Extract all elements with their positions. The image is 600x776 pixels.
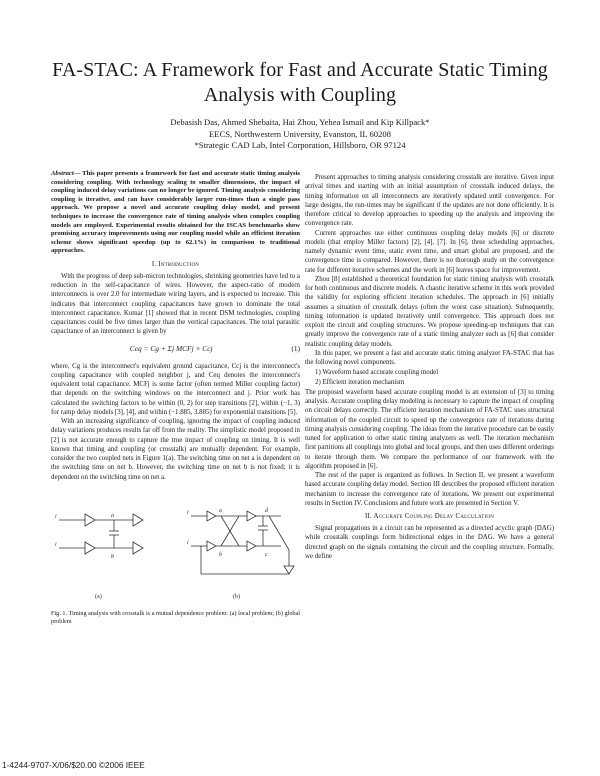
intro-paragraph-3: With an increasing significance of coupling, ignoring the impact of coupling induced delay variations produces results far off from the reality. The simplistic model proposed in [2] is not accurate enough to capture the true impact of coupling on timing. It is well known that timing and coupling (or crosstalk) are mutually dependent. For example, consider the two coupled nets in Figure 1(a). The switching time on net a is dependent on the switching time on net b. However, the switching time on net b is not fixed; it is dependent on the switching time on net a. — [51, 418, 300, 481]
svg-text:i: i — [187, 509, 189, 516]
section-heading-introduction: I. Introduction — [151, 260, 200, 268]
right-paragraph-6: The rest of the paper is organized as follows. In Section II, we present a waveform based accurate coupling delay model. Section III describes the proposed efficient iteration mechanism to increase the convergence rate of iterations. We present our experimental results in Section IV. Conclusions and future work are presented in Section V. — [305, 472, 554, 507]
svg-text:i: i — [55, 541, 57, 548]
svg-text:i: i — [187, 539, 189, 546]
copyright-footer: 1-4244-9707-X/06/$20.00 ©2006 IEEE — [2, 760, 145, 770]
right-paragraph-3: Zhou [8] established a theoretical foundation for static timing analysis with crosstalk for both continuous and discrete models. A chaotic iterative scheme in this work provided the validity for exploring efficient iteration schedules. The approach in [6] initially assumes a situation of crosstalk delays (often the worst case situation). Subsequently, timing information is updated iteratively until convergence. This approach does not exploit the circuit and coupling structures. We propose speeding-up techniques that can greatly improve the convergence rate of a static timing analyzer such as [6] that consider realistic coupling delay models. — [305, 275, 554, 348]
list-item: 1) Waveform based accurate coupling model — [315, 369, 439, 377]
right-paragraph-4: In this paper, we present a fast and accurate static timing analyzer FA-STAC that has the following novel components. — [305, 349, 554, 366]
paper-title: FA-STAC: A Framework for Fast and Accurate Static Timing Analysis with Coupling — [52, 59, 548, 106]
figure-1b-label: (b) — [233, 592, 241, 600]
figure-1 — [51, 490, 300, 608]
figure-1-diagram — [51, 490, 300, 608]
equation-number: (1) — [291, 344, 300, 354]
svg-text:a: a — [111, 512, 114, 519]
abstract-lead: Abstract— — [51, 170, 81, 177]
equation-1 — [51, 338, 300, 360]
svg-text:i: i — [55, 513, 57, 520]
right-paragraph-2: Current approaches use either continuous coupling delay models [6] or discrete models (that employ Miller factors) [2], [4], [7]. In [6], three scheduling approaches, namely dynamic event time, static event time, and smart global are proposed, and the convergence time is compared. However, there is no thorough study on the convergence rate for different iterative schemes and the work in [6] leaves space for improvement. — [305, 229, 554, 274]
component-list — [315, 368, 554, 387]
left-column — [51, 170, 300, 626]
abstract — [51, 170, 300, 256]
author-block — [60, 117, 540, 152]
intro-paragraph-2: where, Cg is the interconnect's equivalent ground capacitance, Ccj is the interconnect's coupling capacitance with coupled neighbor j, and Ceq denotes the interconnect's equivalent total capacitance. MCFj is some factor (often termed Miller coupling factor) that depends on the switching windows on the interconnect and j. Prior work has calculated the switching factors to be within (0, 2) for step transitions [2], within (−1, 3) for ramp delay models [3], [4], and within (−1.885, 3.885) for exponential transitions [5]. — [51, 362, 300, 416]
right-paragraph-1: Present approaches to timing analysis considering crosstalk are iterative. Given input arrival times and starting with an initial assumption of crosstalk induced delays, the timing information on all interconnects are iteratively updated until convergence. For large designs, the run-times may be significant if the updates are not done efficiently. It is therefore critical to develop approaches to speeding up the analysis and improving the convergence rate. — [305, 174, 554, 228]
right-paragraph-7: Signal propagations in a circuit can be represented as a directed acyclic graph (DAG) while crosstalk couplings form bidirectional edges in the DAG. We have a general directed graph on the signals containing the circuit and the coupling structure. Formally, we define — [305, 525, 554, 560]
list-item: 2) Efficient iteration mechanism — [315, 378, 405, 386]
figure-1a-label: (a) — [95, 592, 102, 600]
figure-1-caption: Fig. 1. Timing analysis with crosstalk is a mutual dependence problem: (a) local problem; (b) global problem — [51, 609, 300, 626]
equation-body: Ceq = Cg + Σj MCFj × Ccj — [129, 344, 213, 354]
svg-text:b: b — [219, 551, 222, 558]
svg-text:a: a — [219, 507, 222, 514]
intro-paragraph-1: With the progress of deep sub-micron technologies, shrinking geometries have led to a reduction in the self-capacitance of wires. However, the aspect-ratio of modern interconnects is over 2.0 for intermediate wiring layers, and is expected to increase. This indicates that interconnect coupling capacitances have grown to dominate the total interconnect capacitance. Kumar [1] showed that in recent DSM technologies, coupling capacitances could be five times larger than the vertical capacitances. The total parasitic capacitance of an interconnect is given by — [51, 272, 300, 336]
right-column — [305, 173, 554, 561]
abstract-text: This paper presents a framework for fast and accurate static timing analysis considering coupling. With technology scaling to smaller dimensions, the impact of coupling induced delay variations can no longer be ignored. Timing analysis considering coupling is iterative, and can have considerably larger run-times than a single pass approach. We propose a novel and accurate coupling delay model, and present techniques to increase the convergence rate of timing analysis when complex coupling models are employed. Experimental results obtained for the ISCAS benchmarks show promising accuracy improvements using our coupling model while an efficient iteration scheme shows significant speedup (up to 62.1%) in comparison to traditional approaches. — [51, 170, 300, 255]
affiliation-intel: *Strategic CAD Lab, Intel Corporation, Hillsboro, OR 97124 — [194, 140, 406, 150]
figure-1a-local-problem — [59, 514, 143, 554]
svg-text:b: b — [111, 553, 114, 560]
svg-text:c: c — [265, 551, 268, 558]
affiliation-northwestern: EECS, Northwestern University, Evanston, IL 60208 — [209, 128, 391, 139]
svg-text:d: d — [265, 507, 268, 514]
author-names: Debasish Das, Ahmed Shebaita, Hai Zhou, Yehea Ismail and Kip Killpack* — [170, 117, 430, 127]
section-heading-coupling-delay: II. Accurate Coupling Delay Calculation — [364, 513, 495, 521]
figure-1b-global-problem — [191, 511, 294, 574]
right-paragraph-5: The proposed waveform based accurate coupling model is an extension of [3] to timing analysis. Accurate coupling delay modeling is necessary to capture the impact of coupling on circuit delays correctly. The efficient iteration mechanism of FA-STAC uses structural information of the coupled circuit to speed up the convergence rate of iterations during timing analysis considering coupling. The ideas from the iterative procedure can be easily tuned for application to other static timing analyzers as well. The iteration mechanism first partitions all couplings into global and local groups, and then uses different orderings to iterate through them. We compare the performance of our framework with the algorithm proposed in [6]. — [305, 388, 554, 470]
